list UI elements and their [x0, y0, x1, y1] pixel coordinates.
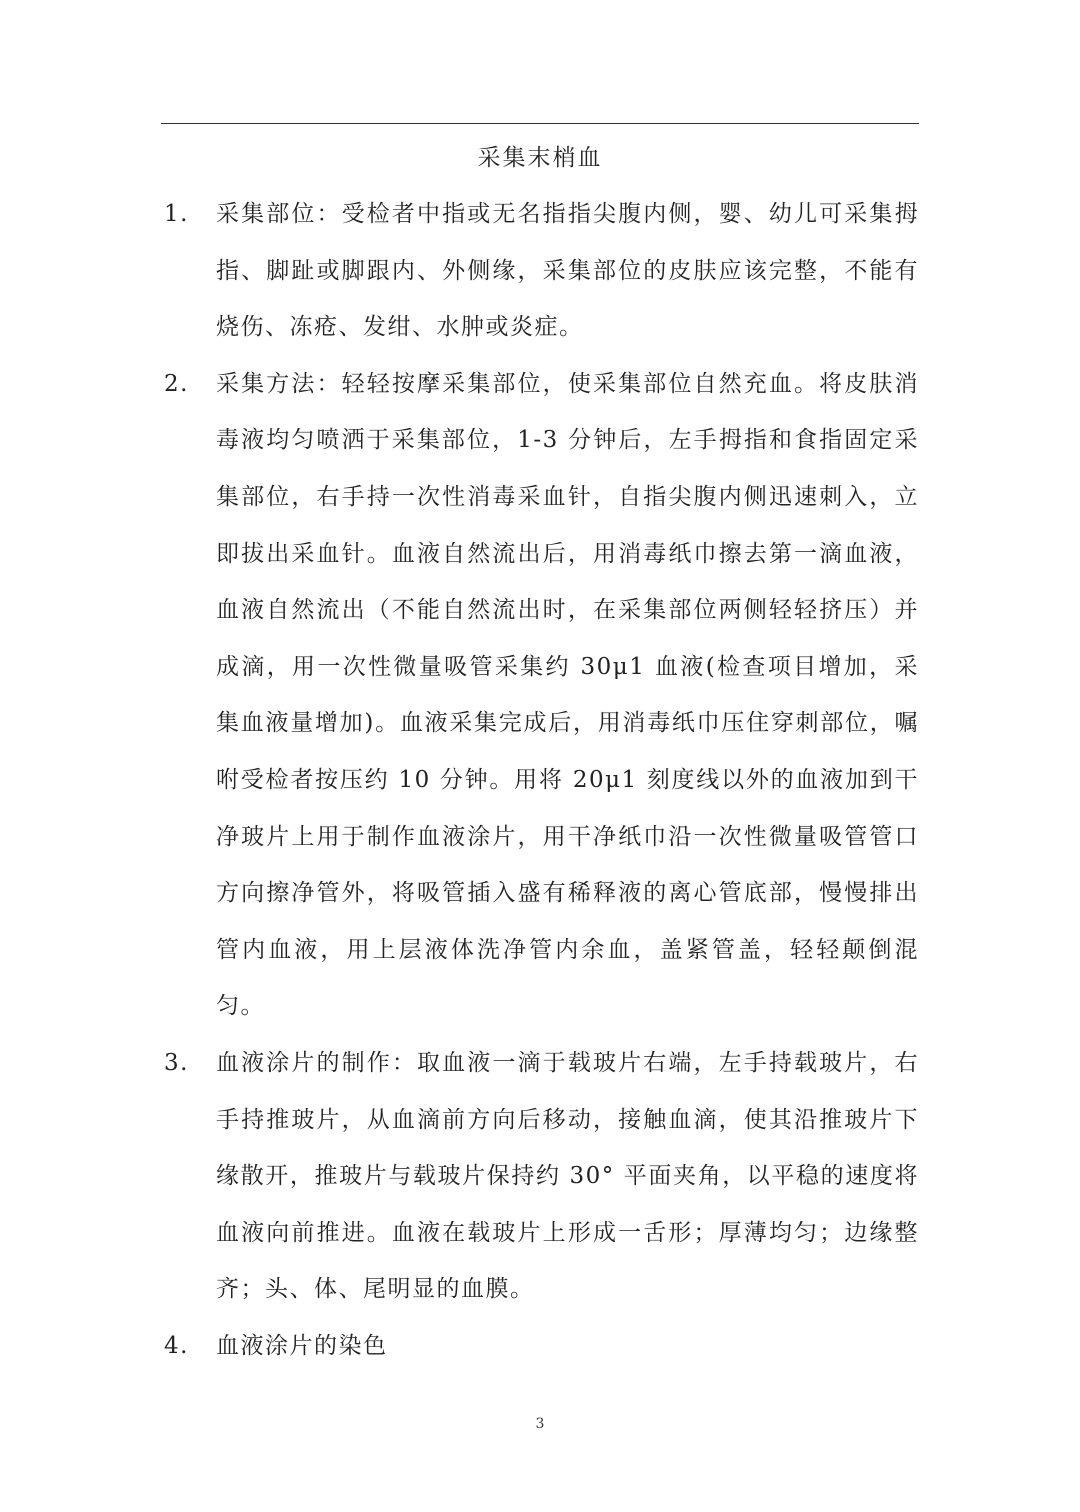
item-text: 采集部位：受检者中指或无名指指尖腹内侧，婴、幼儿可采集拇指、脚趾或脚跟内、外侧缘，采集部位的皮肤应该完整，不能有烧伤、冻疮、发绀、水肿或炎症。 [216, 201, 919, 341]
list-item [161, 1318, 919, 1375]
page-title: 采集末梢血 [477, 145, 603, 171]
item-number: 3. [164, 1049, 189, 1076]
procedure-list [161, 186, 919, 1374]
list-item [161, 1035, 919, 1318]
item-text: 血液涂片的染色 [216, 1332, 388, 1359]
header-rule [161, 123, 919, 124]
list-item [161, 356, 919, 1035]
item-number: 1. [164, 201, 189, 227]
page-number: 3 [535, 1416, 545, 1432]
item-number: 2. [164, 370, 189, 397]
item-number: 4. [164, 1332, 189, 1359]
item-text: 采集方法：轻轻按摩采集部位，使采集部位自然充血。将皮肤消毒液均匀喷洒于采集部位，1-3 分钟后，左手拇指和食指固定采集部位，右手持一次性消毒采血针，自指尖腹内侧迅速刺入，立即拔出采血针。血液自然流出后，用消毒纸巾擦去第一滴血液，血液自然流出（不能自然流出时，在采集部位两侧轻轻挤压）并成滴，用一次性微量吸管采集约 30μ1 血液(检查项目增加，采集血液量增加)。血液采集完成后，用消毒纸巾压住穿刺部位，嘱咐受检者按压约 10 分钟。用将 20μ1 刻度线以外的血液加到干净玻片上用于制作血液涂片，用干净纸巾沿一次性微量吸管管口方向擦净管外，将吸管插入盛有稀释液的离心管底部，慢慢排出管内血液，用上层液体洗净管内余血，盖紧管盖，轻轻颠倒混匀。 [216, 370, 919, 1020]
item-text: 血液涂片的制作：取血液一滴于载玻片右端，左手持载玻片，右手持推玻片，从血滴前方向后移动，接触血滴，使其沿推玻片下缘散开，推玻片与载玻片保持约 30° 平面夹角，以平稳的速度将血液向前推进。血液在载玻片上形成一舌形；厚薄均匀；边缘整齐；头、体、尾明显的血膜。 [216, 1049, 919, 1303]
list-item [161, 186, 919, 356]
